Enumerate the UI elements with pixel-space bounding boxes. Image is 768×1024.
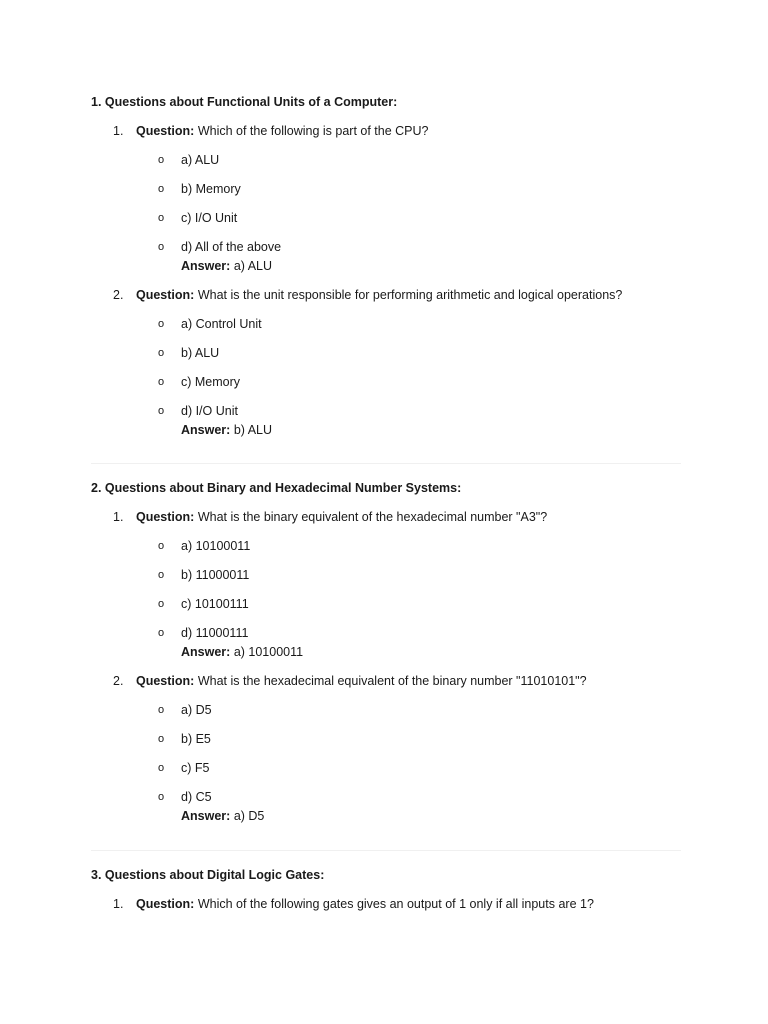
options-list bbox=[91, 538, 681, 641]
question-number: 1. bbox=[113, 897, 124, 911]
bullet-icon: o bbox=[158, 762, 165, 774]
option-item bbox=[91, 374, 681, 390]
bullet-icon: o bbox=[158, 154, 165, 166]
answer-text: b) ALU bbox=[233, 423, 273, 437]
bullet-icon: o bbox=[158, 183, 165, 195]
question-number: 1. bbox=[113, 124, 124, 138]
option-text: a) D5 bbox=[181, 703, 212, 717]
options-list bbox=[91, 316, 681, 419]
option-text: b) 11000011 bbox=[181, 568, 250, 582]
bullet-icon: o bbox=[158, 376, 165, 388]
answer-label: Answer: bbox=[181, 809, 231, 823]
option-item bbox=[91, 567, 681, 583]
option-text: d) 11000111 bbox=[181, 626, 249, 640]
question-label: Question: bbox=[136, 674, 195, 688]
option-item bbox=[91, 596, 681, 612]
question-label: Question: bbox=[136, 288, 195, 302]
bullet-icon: o bbox=[158, 627, 165, 639]
section-1 bbox=[91, 94, 681, 438]
question-text: What is the unit responsible for performing arithmetic and logical operations? bbox=[197, 288, 623, 302]
bullet-icon: o bbox=[158, 405, 165, 417]
option-text: d) All of the above bbox=[181, 240, 282, 254]
bullet-icon: o bbox=[158, 733, 165, 745]
option-text: c) Memory bbox=[181, 375, 241, 389]
section-divider bbox=[91, 850, 681, 851]
answer-line bbox=[91, 422, 681, 438]
option-item bbox=[91, 702, 681, 718]
bullet-icon: o bbox=[158, 704, 165, 716]
question-text: Which of the following gates gives an output of 1 only if all inputs are 1? bbox=[197, 897, 594, 911]
question-text: What is the binary equivalent of the hexadecimal number "A3"? bbox=[197, 510, 548, 524]
question-text: Which of the following is part of the CPU? bbox=[197, 124, 429, 138]
options-list bbox=[91, 152, 681, 255]
bullet-icon: o bbox=[158, 347, 165, 359]
answer-line bbox=[91, 644, 681, 660]
bullet-icon: o bbox=[158, 212, 165, 224]
section-3 bbox=[91, 867, 681, 912]
option-item bbox=[91, 316, 681, 332]
option-text: a) ALU bbox=[181, 153, 220, 167]
question-number: 2. bbox=[113, 674, 124, 688]
question-number: 2. bbox=[113, 288, 124, 302]
question-item bbox=[91, 896, 681, 912]
option-item bbox=[91, 239, 681, 255]
option-text: b) E5 bbox=[181, 732, 211, 746]
question-number: 1. bbox=[113, 510, 124, 524]
option-item bbox=[91, 538, 681, 554]
option-item bbox=[91, 625, 681, 641]
question-item bbox=[91, 673, 681, 689]
bullet-icon: o bbox=[158, 241, 165, 253]
option-item bbox=[91, 403, 681, 419]
question-label: Question: bbox=[136, 510, 195, 524]
section-title: 2. Questions about Binary and Hexadecimal Number Systems: bbox=[91, 481, 462, 495]
bullet-icon: o bbox=[158, 318, 165, 330]
question-item bbox=[91, 509, 681, 525]
answer-text: a) 10100011 bbox=[233, 645, 304, 659]
option-text: a) Control Unit bbox=[181, 317, 262, 331]
option-item bbox=[91, 345, 681, 361]
question-item bbox=[91, 287, 681, 303]
question-item bbox=[91, 123, 681, 139]
answer-label: Answer: bbox=[181, 423, 231, 437]
option-text: c) I/O Unit bbox=[181, 211, 238, 225]
question-label: Question: bbox=[136, 124, 195, 138]
answer-line bbox=[91, 258, 681, 274]
options-list bbox=[91, 702, 681, 805]
answer-line bbox=[91, 808, 681, 824]
question-label: Question: bbox=[136, 897, 195, 911]
bullet-icon: o bbox=[158, 540, 165, 552]
answer-label: Answer: bbox=[181, 645, 231, 659]
section-divider bbox=[91, 463, 681, 464]
option-item bbox=[91, 731, 681, 747]
answer-label: Answer: bbox=[181, 259, 231, 273]
option-text: d) C5 bbox=[181, 790, 212, 804]
option-item bbox=[91, 181, 681, 197]
bullet-icon: o bbox=[158, 598, 165, 610]
option-text: c) F5 bbox=[181, 761, 210, 775]
option-text: b) Memory bbox=[181, 182, 241, 196]
option-text: d) I/O Unit bbox=[181, 404, 238, 418]
bullet-icon: o bbox=[158, 791, 165, 803]
answer-text: a) ALU bbox=[233, 259, 273, 273]
section-title: 1. Questions about Functional Units of a Computer: bbox=[91, 95, 398, 109]
option-item bbox=[91, 152, 681, 168]
option-item bbox=[91, 760, 681, 776]
option-text: b) ALU bbox=[181, 346, 220, 360]
option-item bbox=[91, 789, 681, 805]
option-text: c) 10100111 bbox=[181, 597, 249, 611]
section-title: 3. Questions about Digital Logic Gates: bbox=[91, 868, 325, 882]
bullet-icon: o bbox=[158, 569, 165, 581]
answer-text: a) D5 bbox=[233, 809, 265, 823]
option-item bbox=[91, 210, 681, 226]
question-text: What is the hexadecimal equivalent of the binary number "11010101"? bbox=[197, 674, 587, 688]
section-2 bbox=[91, 480, 681, 824]
option-text: a) 10100011 bbox=[181, 539, 251, 553]
